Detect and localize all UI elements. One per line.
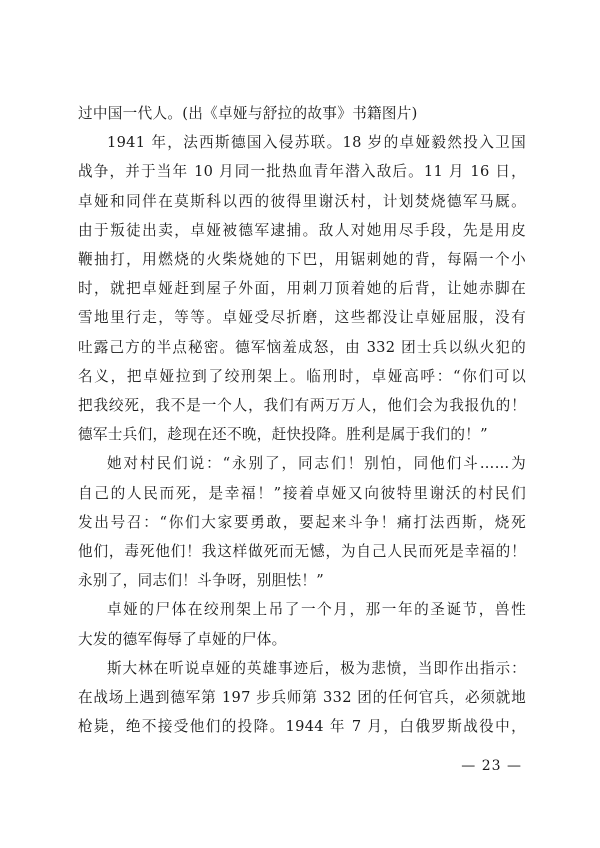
text-line: 他们，毒死他们！我这样做死而无憾，为自己人民而死是幸福的！ <box>78 543 526 561</box>
page-body <box>78 99 526 741</box>
text-line: 把我绞死，我不是一个人，我们有两万万人，他们会为我报仇的！ <box>78 397 526 415</box>
paragraph <box>78 595 526 653</box>
text-line: 大发的德军侮辱了卓娅的尸体。 <box>78 630 287 648</box>
text-line: 时，就把卓娅赶到屋子外面，用刺刀顶着她的后背，让她赤脚在 <box>78 280 526 298</box>
text-line: 鞭抽打，用燃烧的火柴烧她的下巴，用锯刺她的背，每隔一个小 <box>78 251 526 269</box>
text-line: 由于叛徒出卖，卓娅被德军逮捕。敌人对她用尽手段，先是用皮 <box>78 221 526 239</box>
text-line: 卓娅和同伴在莫斯科以西的彼得里谢沃村，计划焚烧德军马厩。 <box>78 192 526 210</box>
text-line: 枪毙，绝不接受他们的投降。1944 年 7 月，白俄罗斯战役中， <box>78 718 526 736</box>
text-line: 在战场上遇到德军第 197 步兵师第 332 团的任何官兵，必须就地 <box>78 689 526 707</box>
text-line: 斯大林在听说卓娅的英雄事迹后，极为悲愤，当即作出指示： <box>107 659 526 677</box>
text-line: 她对村民们说：“永别了，同志们！别怕，同他们斗……为 <box>107 455 526 473</box>
text-line: 自己的人民而死，是幸福！”接着卓娅又向彼特里谢沃的村民们 <box>78 484 526 502</box>
paragraph <box>78 99 526 128</box>
text-line: 发出号召：“你们大家要勇敢，要起来斗争！痛打法西斯，烧死 <box>78 513 526 531</box>
text-line: 过中国一代人。(出《卓娅与舒拉的故事》书籍图片) <box>78 105 418 122</box>
text-line: 雪地里行走，等等。卓娅受尽折磨，这些都没让卓娅屈服，没有 <box>78 309 526 327</box>
text-line: 永别了，同志们！斗争呀，别胆怯！” <box>78 572 325 590</box>
paragraph <box>78 654 526 742</box>
text-line: 战争，并于当年 10 月同一批热血青年潜入敌后。11 月 16 日， <box>78 163 526 181</box>
text-line: 卓娅的尸体在绞刑架上吊了一个月，那一年的圣诞节，兽性 <box>107 601 526 619</box>
text-line: 德军士兵们，趁现在还不晚，赶快投降。胜利是属于我们的！” <box>78 426 488 444</box>
paragraph <box>78 128 526 449</box>
paragraph <box>78 449 526 595</box>
text-line: 1941 年，法西斯德国入侵苏联。18 岁的卓娅毅然投入卫国 <box>107 134 526 152</box>
text-line: 名义，把卓娅拉到了绞刑架上。临刑时，卓娅高呼：“你们可以 <box>78 367 526 385</box>
page-number: — 23 — <box>461 758 522 774</box>
text-line: 吐露己方的半点秘密。德军恼羞成怒，由 332 团士兵以纵火犯的 <box>78 338 526 356</box>
